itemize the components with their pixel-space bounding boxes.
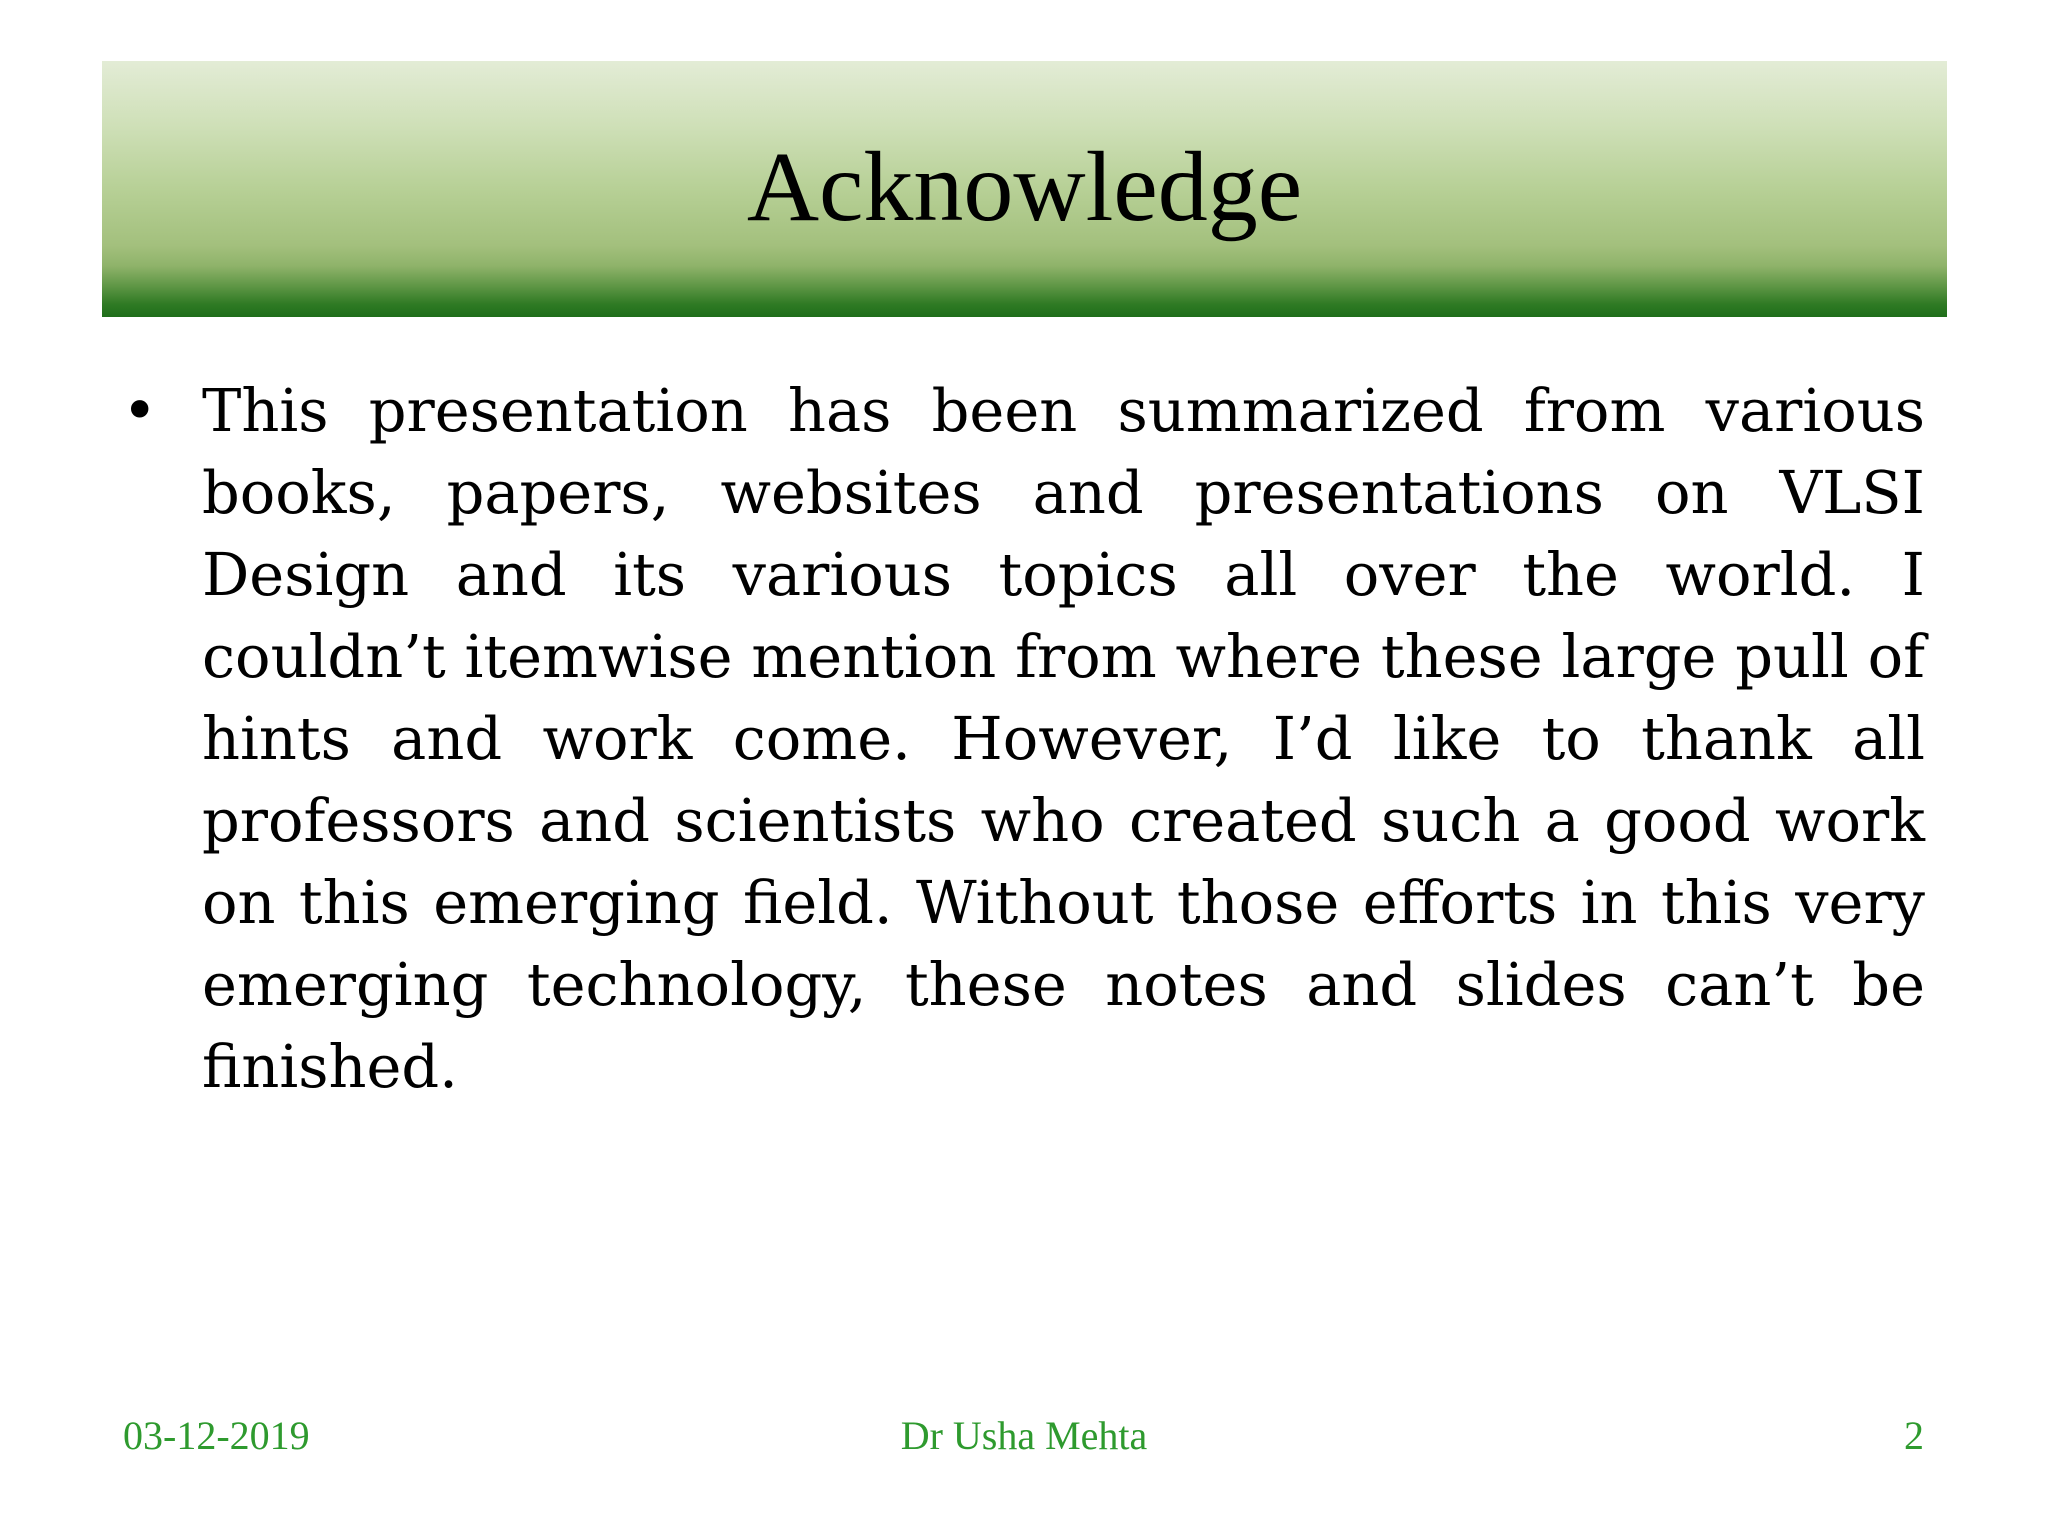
title-band: [102, 61, 1947, 317]
slide-content: [120, 370, 1925, 1200]
bullet-text: This presentation has been summarized from various books, papers, websites and presentations on VLSI Design and its various topics all over the world. I couldn’t itemwise mention from where these large pull of hints and work come. However, I’d like to thank all professors and scientists who created such a good work on this emerging field. Without those efforts in this very emerging technology, these notes and slides can’t be finished.: [202, 376, 1925, 1101]
slide-title: Acknowledge: [746, 131, 1303, 242]
bullet-item: [120, 370, 1925, 1108]
footer-date: 03-12-2019: [123, 1413, 310, 1458]
footer-page-number: 2: [1904, 1413, 1924, 1458]
footer-author: Dr Usha Mehta: [900, 1413, 1148, 1458]
bullet-marker: •: [122, 376, 158, 446]
